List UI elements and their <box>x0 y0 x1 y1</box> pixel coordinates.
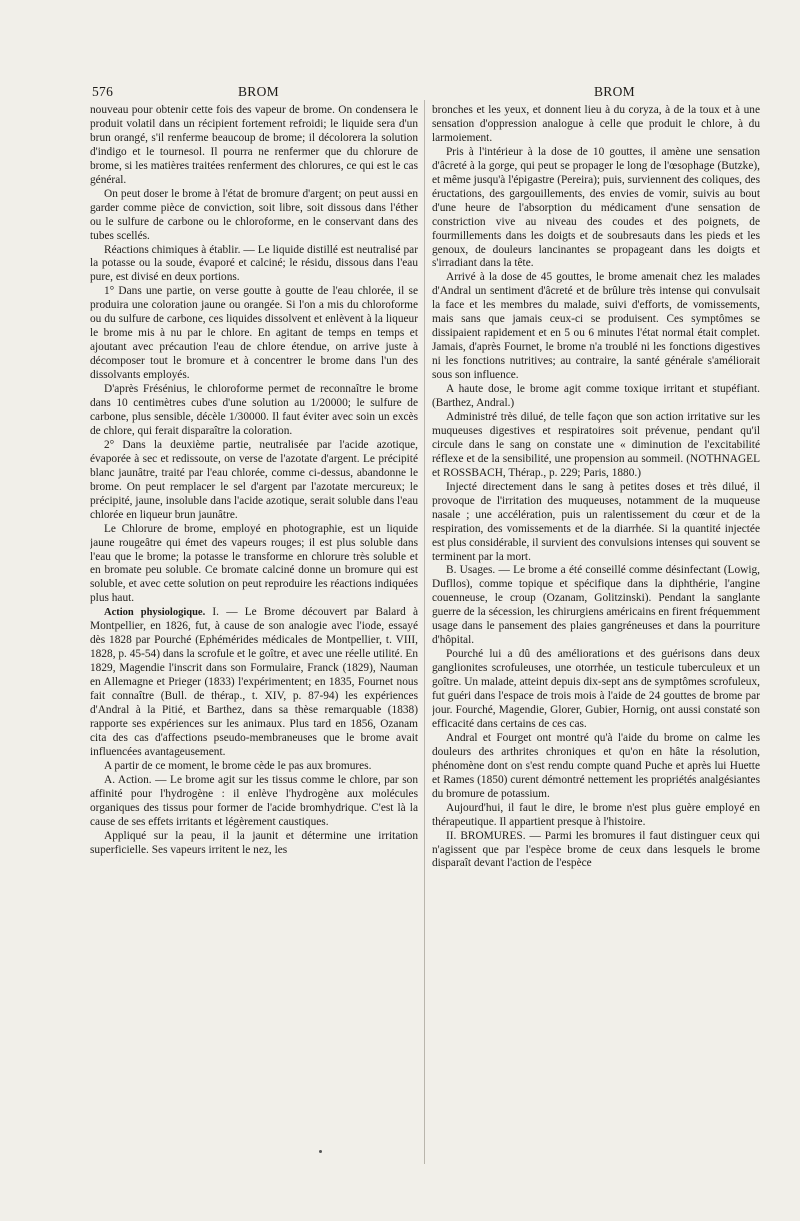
paragraph-text: Le Chlorure de brome, employé en photographie, est un liquide jaune rougeâtre qui émet des vapeurs rouges; il est plus soluble dans l'eau que le brome; la potasse le transforme en chlorure très soluble et en bromate peu soluble. Ce bromate calciné donne un bromure qui est soluble, et avec cette solution on peut reproduire les réactions indiquées plus haut. <box>90 522 418 605</box>
paragraph-text: Injecté directement dans le sang à petites doses et très dilué, il provoque de l'irritation des muqueuses, notamment de la muqueuse nasale ; une accélération, puis un ralentissement du cœur et de la respiration, des vomissements et de la diarrhée. Si la quantité injectée est plus considérable, il survient des convulsions intenses qui souvent se terminent par la mort. <box>432 480 760 563</box>
paragraph <box>432 564 760 648</box>
paragraph-text: bronches et les yeux, et donnent lieu à du coryza, à de la toux et à une sensation d'oppression analogue à celle que produit le chlore, à du larmoiement. <box>432 104 760 144</box>
paragraph-text: A. Action. — Le brome agit sur les tissus comme le chlore, par son affinité pour l'hydrogène : il enlève l'hydrogène aux molécules organiques des tissus pour former de l'acide bromhydrique. C'est là la cause de ses effets irritants et légèrement caustiques. <box>90 773 418 828</box>
paragraph-text: A haute dose, le brome agit comme toxique irritant et stupéfiant. (Barthez, Andral.) <box>432 383 760 410</box>
paragraph <box>432 830 760 872</box>
paragraph-text: B. Usages. — Le brome a été conseillé comme désinfectant (Lowig, Dufllos), comme topique et spécifique dans la diphthérie, l'angine couenneuse, le croup (Ozanam, Golitzinski). Pendant la sanglante guerre de la sécession, les chirurgiens américains en firent fréquemment usage dans le pansement des plaies gangréneuses et dans la pourriture d'hôpital. <box>432 564 760 647</box>
paragraph <box>90 760 418 774</box>
paragraph <box>90 244 418 286</box>
paragraph <box>90 104 418 188</box>
paragraph-text: II. BROMURES. — Parmi les bromures il faut distinguer ceux qui n'agissent que par l'espèce brome de ceux dans lesquels le brome disparaît devant l'action de l'espèce <box>432 829 760 870</box>
paragraph <box>432 271 760 383</box>
paragraph <box>432 648 760 732</box>
paragraph-text: D'après Frésénius, le chloroforme permet de reconnaître le brome dans 10 centimètres cubes d'une solution au 1/20000; le sulfure de carbone, plus sensible, décèle 1/30000. Il faut éviter avec soin un excès de chlore, qui ferait disparaître la coloration. <box>90 383 418 437</box>
paragraph <box>90 774 418 830</box>
paragraph-text: Pris à l'intérieur à la dose de 10 gouttes, il amène une sensation d'âcreté à la gorge, qui peut se propager le long de l'œsophage (Butzke), et même jusqu'à l'épigastre (Pereira); puis, surviennent des coliques, des éructations, des gargouillements, des envies de vomir, suivis au bout d'une heure de l'absorption du médicament d'une sensation de constriction vive au niveau des coudes et des poignets, de fourmillements dans les doigts et de soubresauts dans les pieds et les genoux, de douleurs lancinantes se propageant dans les doigts et s'irradiant dans la tête. <box>432 145 760 270</box>
paragraph <box>432 732 760 802</box>
paragraph-text: I. — Le Brome découvert par Balard à Montpellier, en 1826, fut, à cause de son analogie avec l'iode, essayé dès 1828 par Pourché (Ephémérides médicales de Montpellier, t. VIII, 1828, p. 45-54) dans la scrofule et le goître, et avec une réelle utilité. En 1829, Magendie l'inscrit dans son Formulaire, Franck (1829), Nauman en Allemagne et Prieger (1833) l'expérimentent; en 1835, Fournet nous fait connaître (Bull. de thérap., t. XIV, p. 87-94) les expériences d'Andral à la Pitié, et Barthez, dans sa thèse remarquable (1838) rapporte ses expériences sur les animaux. Plus tard en 1856, Ozanam cita des cas d'affections pseudo-membraneuses que le brome avait influencées avantageusement. <box>90 606 418 758</box>
paragraph <box>432 104 760 146</box>
running-title-right: BROM <box>594 84 635 99</box>
paragraph <box>90 830 418 858</box>
paragraph-text: Réactions chimiques à établir. — Le liquide distillé est neutralisé par la potasse ou la soude, évaporé et calciné; le résidu, dissous dans l'eau pure, est divisé en deux portions. <box>90 243 418 284</box>
paragraph-text: On peut doser le brome à l'état de bromure d'argent; on peut aussi en garder comme pièce de conviction, soit libre, soit dissous dans l'éther ou le sulfure de carbone ou le chloroforme, en le conservant dans des tubes scellés. <box>90 187 418 242</box>
paragraph <box>432 481 760 565</box>
right-text-column <box>432 104 760 1164</box>
paragraph <box>432 146 760 272</box>
paragraph <box>90 439 418 523</box>
paragraph <box>90 285 418 383</box>
paragraph <box>432 411 760 481</box>
paragraph <box>90 383 418 439</box>
paragraph <box>432 802 760 830</box>
page-number: 576 <box>92 84 114 99</box>
paragraph-text: Andral et Fourget ont montré qu'à l'aide du brome on calme les douleurs des arthrites chroniques et qu'on en hâte la résolution, phénomène dont on s'est rendu compte quand Puche et après lui Huette et Rames (1850) curent démontré nettement les propriétés analgésiantes du bromure de potassium. <box>432 731 760 800</box>
paragraph-text: 2° Dans la deuxième partie, neutralisée par l'acide azotique, évaporée à sec et redissoute, on verse de l'azotate d'argent. Le précipité blanc jaunâtre, traité par l'eau chlorée, comme ci-dessus, abandonne le brome. On peut remplacer le sel d'argent par l'azotate mercureux; le précipité, jaune, insoluble dans l'acide azotique, serait soluble dans l'eau chlorée en liqueur brun jaunâtre. <box>90 438 418 521</box>
column-divider <box>424 100 425 1164</box>
paragraph <box>432 383 760 411</box>
running-title-left: BROM <box>238 84 279 99</box>
section-heading: Action physiologique. <box>104 607 206 619</box>
paragraph <box>90 523 418 607</box>
paragraph-text: A partir de ce moment, le brome cède le pas aux bromures. <box>104 759 372 772</box>
paragraph-text: Appliqué sur la peau, il la jaunit et détermine une irritation superficielle. Ses vapeurs irritent le nez, les <box>90 829 418 856</box>
paragraph-text: Pourché lui a dû des améliorations et des guérisons dans deux ganglionites scrofuleuses, une otorrhée, un testicule tuberculeux et un goître. Un malade, atteint depuis dix-sept ans de symptômes scrofuleux, fut guéri dans l'espace de trois mois à l'aide de 24 gouttes de brome par jour. Fourché, Magendie, Glorer, Gubier, Hornig, ont aussi constaté son efficacité dans certains de ces cas. <box>432 648 760 730</box>
paragraph <box>90 606 418 759</box>
paragraph <box>90 188 418 244</box>
paragraph-text: Aujourd'hui, il faut le dire, le brome n'est plus guère employé en thérapeutique. Il appartient presque à l'histoire. <box>432 801 760 828</box>
paragraph-text: Arrivé à la dose de 45 gouttes, le brome amenait chez les malades d'Andral un sentiment d'âcreté et de brûlure très intense qui convulsait la face et les membres du malade, suivi d'efforts, de vomissements, mais sans que jamais ceux-ci se produisent. Ces symptômes se dissipaient rapidement et en 5 ou 6 minutes l'état normal était complet. Jamais, d'après Fournet, le brome n'a troublé ni les fonctions digestives ni les fonctions nutritives; au contraire, la santé générale s'améliorait sous son influence. <box>432 271 760 382</box>
paragraph-text: 1° Dans une partie, on verse goutte à goutte de l'eau chlorée, il se produira une coloration jaune ou orangée. Si l'on a mis du chloroforme ou du sulfure de carbone, ces liquides dissolvent et enlèvent à la liqueur le brome mis à nu par le chlore. En agitant de temps en temps et ajoutant avec précaution l'eau de chlore étendue, on arrive juste à décomposer tout le bromure et à concentrer le brome dans l'un des dissolvants employés. <box>90 285 418 382</box>
left-text-column <box>90 104 418 1164</box>
print-speck <box>319 1150 322 1153</box>
paragraph-text: Administré très dilué, de telle façon que son action irritative sur les muqueuses digestives et respiratoires soit prévenue, pendant qu'il circule dans le sang on constate une « diminution de l'excitabilité réflexe et de la sensibilité, une propension au sommeil. (NOTHNAGEL et ROSSBACH, Thérap., p. 229; Paris, 1880.) <box>432 410 760 479</box>
paragraph-text: nouveau pour obtenir cette fois des vapeur de brome. On condensera le produit volatil dans un récipient fortement refroidi; le liquide sera d'un brun orangé, s'il renferme beaucoup de brome; il décolorera la solution d'indigo et le tournesol. Il pourra ne renfermer que du chlorure de brome, si les matières traitées renferment des chlorures, ce qui est le cas général. <box>90 104 418 186</box>
